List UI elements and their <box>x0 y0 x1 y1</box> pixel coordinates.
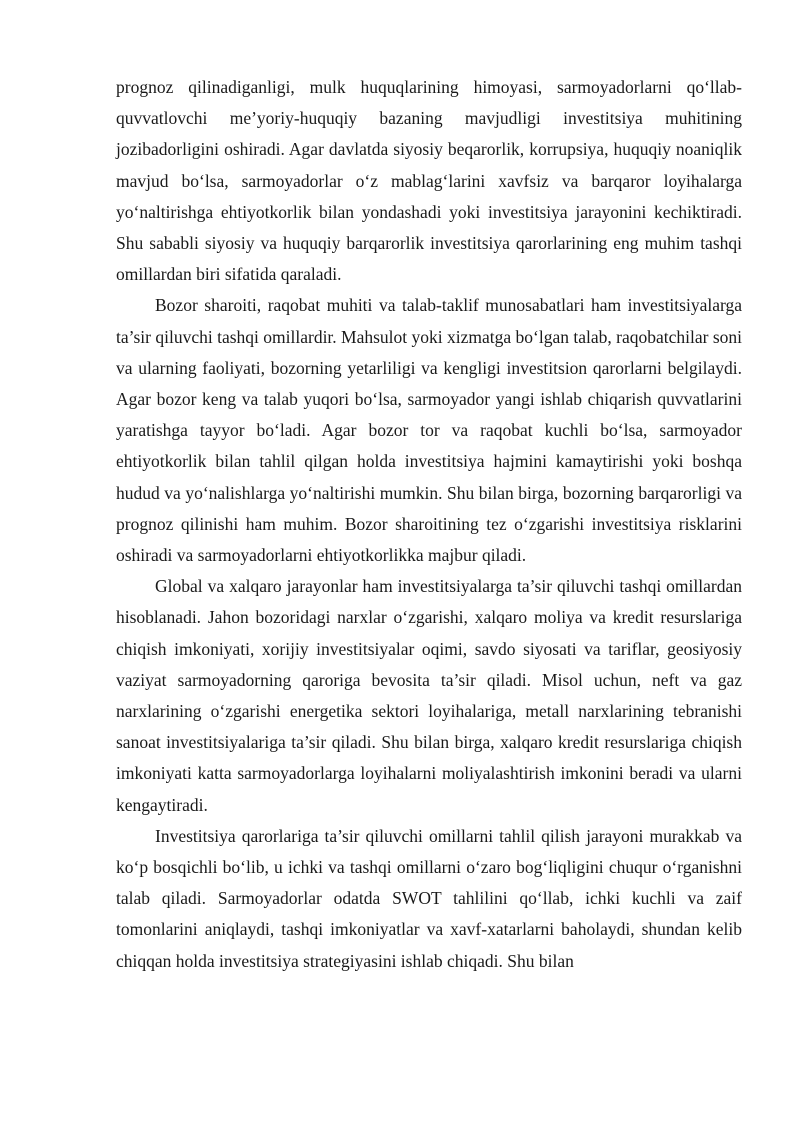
paragraph-market-conditions: Bozor sharoiti, raqobat muhiti va talab-taklif munosabatlari ham investitsiyalarga ta’sir qiluvchi tashqi omillardir. Mahsulot yoki xizmatga bo‘lgan talab, raqobatchilar soni va ularning faoliyati, bozorning yetarliligi va kengligi investitsion qarorlarni belgilaydi. Agar bozor keng va talab yuqori bo‘lsa, sarmoyador yangi ishlab chiqarish quvvatlarini yaratishga tayyor bo‘ladi. Agar bozor tor va raqobat kuchli bo‘lsa, sarmoyador ehtiyotkorlik bilan tahlil qilgan holda investitsiya hajmini kamaytirishi yoki boshqa hudud va yo‘nalishlarga yo‘naltirishi mumkin. Shu bilan birga, bozorning barqarorligi va prognoz qilinishi ham muhim. Bozor sharoitining tez o‘zgarishi investitsiya risklarini oshiradi va sarmoyadorlarni ehtiyotkorlikka majbur qiladi. <box>116 295 742 566</box>
document-page <box>116 72 742 977</box>
paragraph-global-processes: Global va xalqaro jarayonlar ham investitsiyalarga ta’sir qiluvchi tashqi omillardan hisoblanadi. Jahon bozoridagi narxlar o‘zgarishi, xalqaro moliya va kredit resurslariga chiqish imkoniyati, xorijiy investitsiyalar oqimi, savdo siyosati va tariflar, geosiyosiy vaziyat sarmoyadorning qaroriga bevosita ta’sir qiladi. Misol uchun, neft va gaz narxlarining o‘zgarishi energetika sektori loyihalariga, metall narxlarining tebranishi sanoat investitsiyalariga ta’sir qiladi. Shu bilan birga, xalqaro kredit resurslariga chiqish imkoniyati katta sarmoyadorlarga loyihalarni moliyalashtirish imkonini beradi va ularni kengaytiradi. <box>116 576 742 815</box>
paragraph-analysis-process: Investitsiya qarorlariga ta’sir qiluvchi omillarni tahlil qilish jarayoni murakkab va ko‘p bosqichli bo‘lib, u ichki va tashqi omillarni o‘zaro bog‘liqligini chuqur o‘rganishni talab qiladi. Sarmoyadorlar odatda SWOT tahlilini qo‘llab, ichki kuchli va zaif tomonlarini aniqlaydi, tashqi imkoniyatlar va xavf-xatarlarni baholaydi, shundan kelib chiqqan holda investitsiya strategiyasini ishlab chiqadi. Shu bilan <box>116 825 742 971</box>
paragraph-continuation: prognoz qilinadiganligi, mulk huquqlarining himoyasi, sarmoyadorlarni qo‘llab-quvvatlovchi me’yoriy-huquqiy bazaning mavjudligi investitsiya muhitining jozibadorligini oshiradi. Agar davlatda siyosiy beqarorlik, korrupsiya, huquqiy noaniqlik mavjud bo‘lsa, sarmoyadorlar o‘z mablag‘larini xavfsiz va barqaror loyihalarga yo‘naltirishga ehtiyotkorlik bilan yondashadi yoki investitsiya jarayonini kechiktiradi. Shu sababli siyosiy va huquqiy barqarorlik investitsiya qarorlarining eng muhim tashqi omillardan biri sifatida qaraladi. <box>116 77 742 285</box>
